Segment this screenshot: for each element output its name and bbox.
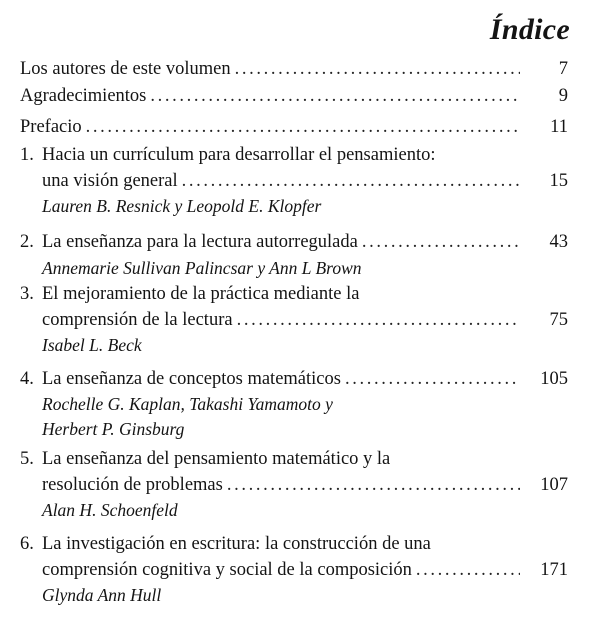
toc-chapter-4-title[interactable]: [20, 367, 568, 391]
toc-entry-page: 15: [549, 171, 568, 191]
chapter-number: 6.: [20, 534, 34, 554]
chapter-title-line: Hacia un currículum para desarrollar el pensamiento:: [42, 145, 436, 165]
dot-leader: [231, 57, 520, 81]
dot-leader: [223, 473, 520, 497]
toc-entry-label: Agradecimientos: [20, 86, 147, 106]
chapter-title-line: comprensión cognitiva y social de la composición: [42, 560, 412, 580]
chapter-title-line: La enseñanza del pensamiento matemático y la: [42, 449, 391, 469]
chapter-number: 2.: [20, 232, 34, 252]
toc-entry-page: 43: [549, 232, 568, 252]
chapter-author: Isabel L. Beck: [42, 335, 142, 355]
toc-entry-page: 11: [550, 117, 568, 137]
toc-chapter-1-title-cont[interactable]: [42, 169, 568, 193]
dot-leader: [358, 230, 520, 254]
toc-chapter-5-title-cont[interactable]: [42, 473, 568, 497]
toc-entry-page: 7: [558, 59, 568, 79]
chapter-author: Alan H. Schoenfeld: [42, 500, 178, 520]
dot-leader: [82, 115, 520, 139]
chapter-title-line: El mejoramiento de la práctica mediante la: [42, 284, 360, 304]
toc-chapter-3-title[interactable]: [20, 282, 568, 306]
toc-chapter-2-title[interactable]: [20, 230, 568, 254]
dot-leader: [341, 367, 520, 391]
chapter-title-line: La investigación en escritura: la construcción de una: [42, 534, 431, 554]
chapter-number: 3.: [20, 284, 34, 304]
dot-leader: [146, 84, 520, 108]
chapter-title-line: La enseñanza para la lectura autorregulada: [42, 232, 358, 252]
toc-entry-label: Prefacio: [20, 117, 82, 137]
toc-entry-page: 171: [540, 560, 568, 580]
toc-chapter-3-title-cont[interactable]: [42, 308, 568, 332]
toc-entry-label: Los autores de este volumen: [20, 59, 231, 79]
toc-chapter-1-title[interactable]: [20, 143, 568, 167]
chapter-title-line: comprensión de la lectura: [42, 310, 233, 330]
dot-leader: [233, 308, 520, 332]
chapter-number: 5.: [20, 449, 34, 469]
dot-leader: [178, 169, 520, 193]
chapter-author: Herbert P. Ginsburg: [42, 419, 185, 439]
page-title: Índice: [489, 13, 570, 46]
toc-chapter-6-title[interactable]: [20, 532, 568, 556]
toc-entry-preface[interactable]: [20, 115, 568, 139]
chapter-title-line: una visión general: [42, 171, 178, 191]
toc-entry-acknowledgments[interactable]: [20, 84, 568, 108]
chapter-author: Lauren B. Resnick y Leopold E. Klopfer: [42, 196, 322, 216]
toc-entry-page: 105: [540, 369, 568, 389]
chapter-author: Glynda Ann Hull: [42, 585, 162, 605]
dot-leader: [412, 558, 520, 582]
chapter-number: 4.: [20, 369, 34, 389]
chapter-author: Annemarie Sullivan Palincsar y Ann L Brown: [42, 258, 362, 278]
toc-entry-page: 9: [558, 86, 568, 106]
toc-entry-page: 107: [540, 475, 568, 495]
chapter-author: Rochelle G. Kaplan, Takashi Yamamoto y: [42, 394, 333, 414]
chapter-title-line: resolución de problemas: [42, 475, 223, 495]
toc-entry-page: 75: [549, 310, 568, 330]
toc-entry-authors[interactable]: [20, 57, 568, 81]
chapter-title-line: La enseñanza de conceptos matemáticos: [42, 369, 341, 389]
toc-chapter-5-title[interactable]: [20, 447, 568, 471]
toc-chapter-6-title-cont[interactable]: [42, 558, 568, 582]
chapter-number: 1.: [20, 145, 34, 165]
